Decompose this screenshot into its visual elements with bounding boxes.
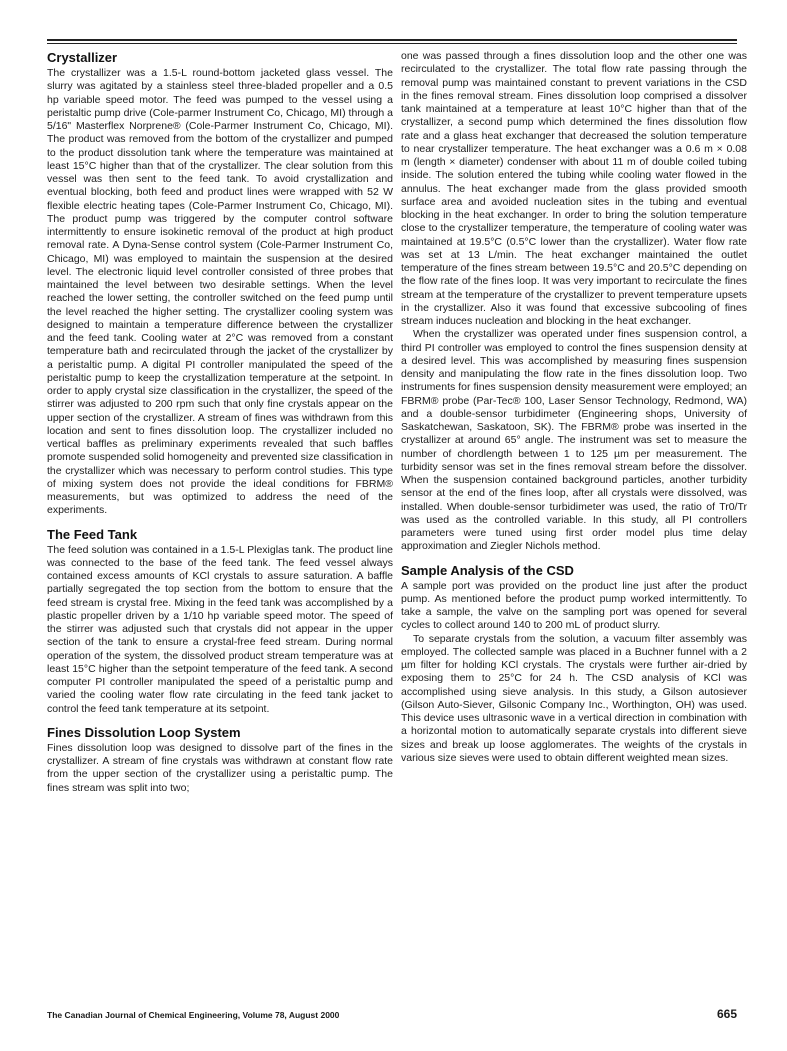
paragraph-fines-loop-continued: one was passed through a fines dissolution loop and the other one was recirculated to the crystallizer. The total flow rate passing through the removal pump was maintained constant to prevent variations in the CSD in the fines removal stream. Fines dissolution loop comprised a dissolver tank maintained at a temperature at least 10°C higher than that of the crystallizer, a second pump which determined the fines dissolution flow rate and a glass heat exchanger that decreased the solution temperature to near crystallizer temperature. The heat exchanger was a 0.6 m × 0.08 m (length × diameter) condenser with about 11 m of double coiled tubing inside. The solution entered the tubing while cooling water flowed in the annulus. The heat exchanger made from the glass provided smooth surface area and avoided nucleation sites in the tubing and eventual blocking in the heat exchanger. In order to bring the solution temperature close to the crystallizer temperature, the temperature of cooling water was maintained at 19.5°C (0.5°C lower than the crystallizer). Water flow rate was set at 13 L/min. The heat exchanger maintained the outlet temperature of the fines stream between 19.5°C and 20.5°C depending on the flow rate of the fines loop. It was very important to recirculate the fines stream at the temperature of the crystallizer to prevent temperature upsets in the crystallizer. Also it was found that excessive subcooling of fines stream induces nucleation and blocking in the heat exchanger.: [401, 50, 747, 327]
left-column: [47, 50, 393, 795]
top-rule: [47, 39, 737, 41]
paragraph-sample-analysis: A sample port was provided on the product line just after the product pump. As mentioned before the product pump worked intermittently. To take a sample, the valve on the sampling port was opened for several cycles to collect around 140 to 200 mL of product slurry.: [401, 579, 747, 632]
journal-citation: The Canadian Journal of Chemical Engineering, Volume 78, August 2000: [47, 1010, 340, 1020]
section-heading-crystallizer: Crystallizer: [47, 50, 118, 65]
paragraph-feed-tank: The feed solution was contained in a 1.5-L Plexiglas tank. The product line was connected to the base of the feed tank. The feed vessel always contained excess amounts of KCl crystals to assure saturation. A baffle partially segregated the top section from the bottom to ensure that the feed stream is crystal free. Mixing in the feed tank was accomplished by a plastic propeller driven by a 1/10 hp variable speed motor. The speed of the stirrer was adjusted such that crystals did not appear in the upper section of the tank to ensure a crystal-free feed stream. During normal operation of the system, the dissolved product stream temperature was at least 15°C higher than the setpoint temperature of the feed tank. A second computer PI controller manipulated the speed of a peristaltic pump and varied the cooling water flow rate circulating in the feed tank jacket to control the feed tank temperature at its setpoint.: [47, 543, 393, 715]
top-rule-thin: [47, 43, 737, 44]
section-heading-sample-analysis: Sample Analysis of the CSD: [401, 562, 574, 578]
page-footer: [47, 1007, 737, 1021]
paragraph-fines-loop: Fines dissolution loop was designed to dissolve part of the fines in the crystallizer. A stream of fine crystals was withdrawn at constant flow rate from the upper section of the crystallizer using a peristaltic pump. The fines stream was split into two;: [47, 741, 393, 794]
page-number: 665: [716, 1007, 737, 1021]
paragraph-fines-suspension: When the crystallizer was operated under fines suspension control, a third PI controller was employed to control the fines suspension density at a desired level. This was accomplished by measuring fines suspension density and manipulating the flow rate in the fines dissolution loop. Two instruments for fines suspension density measurement were employed; an FBRM® probe (Par-Tec® 100, Laser Sensor Technology, Redmond, WA) and a double-sensor turbidimeter (Engineering shops, University of Saskatchewan, Saskatoon, SK). The FBRM® probe was inserted in the crystallizer at around 65° angle. The instrument was set to measure the number of chordlength between 1 to 125 µm per measurement. The turbidity sensor was set in the fines removal stream before the dissolver. When the suspension contained background particles, another turbidity sensor at the end of the fines loop, after all crystals were dissolved, was installed. When double-sensor turbidimeter was used, the ratio of Tr0/Tr was used as the controlled variable. In this study, all PI controllers parameters were tuned using first order model plus time delay approximation and Ziegler Nichols method.: [401, 328, 747, 553]
paragraph-crystallizer: The crystallizer was a 1.5-L round-bottom jacketed glass vessel. The slurry was agitated by a stainless steel three-bladed propeller and a 0.5 hp variable speed motor. The feed was pumped to the vessel using a peristaltic pump drive (Cole-parmer Instrument Co, Chicago, MI) through a 5/16" Masterflex Norprene® (Cole-Parmer Instrument Co, Chicago, MI). The product was removed from the bottom of the crystallizer and pumped to the product dissolution tank where the temperature was maintained at least 15°C higher than that of the crystallizer. The clear solution from this vessel was then sent to the feed tank. To avoid crystallization and eventual blocking, both feed and product lines were wrapped with 52 W flexible electric heating tapes (Cole-Parmer Instrument Co, Chicago, MI). The product pump was triggered by the computer control software intermittently to ensure isokinetic removal of the product at high product removal rate. A Dyna-Sense control system (Cole-Parmer Instrument Co, Chicago, MI) was employed to maintain the suspension at the desired level. The electronic liquid level controller consisted of three probes that maintained the level between two desirable settings. When the level reached the lower setting, the controller switched on the feed pump until the level reached the higher setting. The crystallizer cooling system was designed to maintain a temperature difference between the crystallizer and the feed tank. Cooling water at 2°C was removed from a constant temperature bath and recirculated through the jacket of the crystallizer by a peristaltic pump. A digital PI controller manipulated the speed of the peristaltic pump to keep the crystallization temperature at the setpoint. In order to apply crystal size classification in the crystallizer, the speed of the stirrer was adjusted to 200 rpm such that only fine crystals appear on the upper section of the crystallizer. A stream of fines was withdrawn from this location and sent to fines dissolution loop. The crystallizer included no vertical baffles as preliminary experiments revealed that such baffles promote suspended solid homogeneity and prevented size classification in the crystallizer which was necessary to perform control studies. This type of mixing system does not provide the ideal conditions for FBRM® measurements, but was optimized to address the need of the experiments.: [47, 67, 393, 517]
paragraph-separation: To separate crystals from the solution, a vacuum filter assembly was employed. The collected sample was placed in a Buchner funnel with a 2 µm filter for holding KCl crystals. The crystals were further air-dried by exposing them to 25°C for 24 h. The CSD analysis of KCl was accomplished using sieve analysis. In this study, a Gilson autosiever (Gilson Auto-Siever, Gilsonic Company Inc., Worthington, OH) was used. This device uses ultrasonic wave in a vertical direction in combination with a horizontal motion to automatically separate crystals into different sieve sizes and break up loose agglomerates. The weights of the crystals in various size sieves were used to obtain different weighted mean sizes.: [401, 632, 747, 764]
section-heading-fines-loop: Fines Dissolution Loop System: [47, 724, 241, 740]
section-heading-feed-tank: The Feed Tank: [47, 526, 138, 542]
right-column: [401, 50, 747, 765]
